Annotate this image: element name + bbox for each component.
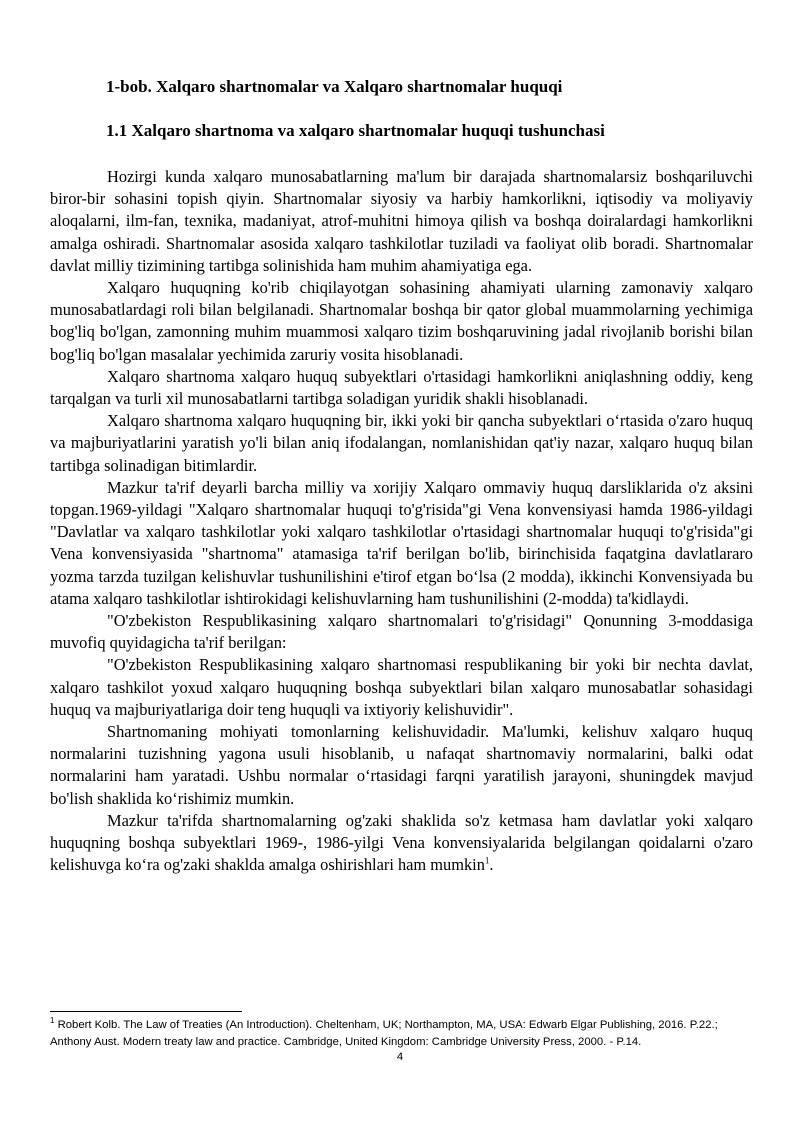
body-text [50,166,753,877]
paragraph: Mazkur ta'rif deyarli barcha milliy va xorijiy Xalqaro ommaviy huquq darsliklarida o'z aksini topgan.1969-yildagi "Xalqaro shartnomalar huquqi to'g'risida"gi Vena konvensiyasi hamda 1986-yildagi "Davlatlar va xalqaro tashkilotlar yoki xalqaro tashkilotlar o'rtasidagi shartnomalar huquqi to'g'risida"gi Vena konvensiyasida "shartnoma" atamasiga ta'rif berilgan bo'lib, birinchisida faqatgina davlatlararo yozma tarzda tuzilgan kelishuvlar tushunilishini e'tirof etgan bo‘lsa (2 modda), ikkinchi Konvensiyada bu atama xalqaro tashkilotlar ishtirokidagi kelishuvlarning ham tushunilishini (2-modda) ta'kidlaydi. [50,477,753,608]
footnote-text: Robert Kolb. The Law of Treaties (An Introduction). Cheltenham, UK; Northampton, MA, USA: Edwarb Elgar Publishing, 2016. P.22.; Anthony Aust. Modern treaty law and practice. Cambridge, United Kingdom: Cambridge University Press, 2000. - P.14. [50,1019,718,1048]
paragraph: Xalqaro huquqning ko'rib chiqilayotgan sohasining ahamiyati ularning zamonaviy xalqaro munosabatlardagi roli bilan belgilanadi. Shartnomalar boshqa bir qator global muammolarning yechimiga bog'liq bo'lgan, zamonning muhim muammosi xalqaro tizim boshqaruvining jadal rivojlanib borishi bilan bog'liq bo'lgan masalalar yechimida zaruriy vosita hisoblanadi. [50,278,753,364]
page-number: 4 [396,1051,404,1063]
paragraph-end-period: . [489,855,494,875]
section-title: 1.1 Xalqaro shartnoma va xalqaro shartnomalar huquqi tushunchasi [106,121,605,140]
paragraph: Shartnomaning mohiyati tomonlarning kelishuvidadir. Ma'lumki, kelishuv xalqaro huquq normalarini tuzishning yagona usuli hisoblanib, u nafaqat shartnomaviy normalarini, balki odat normalarini ham yaratadi. Ushbu normalar o‘rtasidagi farqni yaratilish jarayoni, shuningdek mavjud bo'lish shaklida ko‘rishimiz mumkin. [50,722,753,808]
footnote-marker: 1 [50,1016,55,1026]
paragraph: "O'zbekiston Respublikasining xalqaro shartnomalari to'g'risidagi" Qonunning 3-moddasiga muvofiq quyidagicha ta'rif berilgan: [50,611,753,653]
footnote-separator [50,1011,242,1012]
footnote-reference[interactable]: 1 [484,855,490,866]
footnote [50,1017,753,1051]
paragraph-text: Mazkur ta'rifda shartnomalarning og'zaki shaklida so'z ketmasa ham davlatlar yoki xalqaro huquqning boshqa subyektlari 1969-, 1986-yilgi Vena konvensiyalarida belgilangan qoidalarni o'zaro kelishuvga ko‘ra og'zaki shaklda amalga oshirishlari ham mumkin [50,810,753,875]
paragraph: Xalqaro shartnoma xalqaro huquq subyektlari o'rtasidagi hamkorlikni aniqlashning oddiy, keng tarqalgan va turli xil munosabatlarni tartibga soladigan yuridik shakli hisoblanadi. [50,366,753,409]
chapter-title: 1-bob. Xalqaro shartnomalar va Xalqaro shartnomalar huquqi [106,77,563,96]
paragraph: "O'zbekiston Respublikasining xalqaro shartnomasi respublikaning bir yoki bir nechta davlat, xalqaro tashkilot yoxud xalqaro huquqning boshqa subyektlari bilan xalqaro munosabatlar sohasidagi huquq va majburiyatlariga doir teng huquqli va ixtiyoriy kelishuvidir". [50,655,753,719]
paragraph-with-footnote [50,810,753,877]
paragraph: Hozirgi kunda xalqaro munosabatlarning ma'lum bir darajada shartnomalarsiz boshqariluvchi biror-bir sohasini topish qiyin. Shartnomalar siyosiy va harbiy hamkorlikni, iqtisodiy va moliyaviy aloqalarni, ilm-fan, texnika, madaniyat, atrof-muhitni himoya qilish va boshqa doiralardagi hamkorlikni amalga oshiradi. Shartnomalar asosida xalqaro tashkilotlar tuziladi va faoliyat olib boradi. Shartnomalar davlat milliy tizimining tartibga solinishida ham muhim ahamiyatiga ega. [50,167,753,275]
paragraph: Xalqaro shartnoma xalqaro huquqning bir, ikki yoki bir qancha subyektlari o‘rtasida o'zaro huquq va majburiyatlarini yaratish yo'li bilan aniq ifodalangan, nomlanishidan qat'iy nazar, xalqaro huquq bilan tartibga solinadigan bitimlardir. [50,411,753,475]
